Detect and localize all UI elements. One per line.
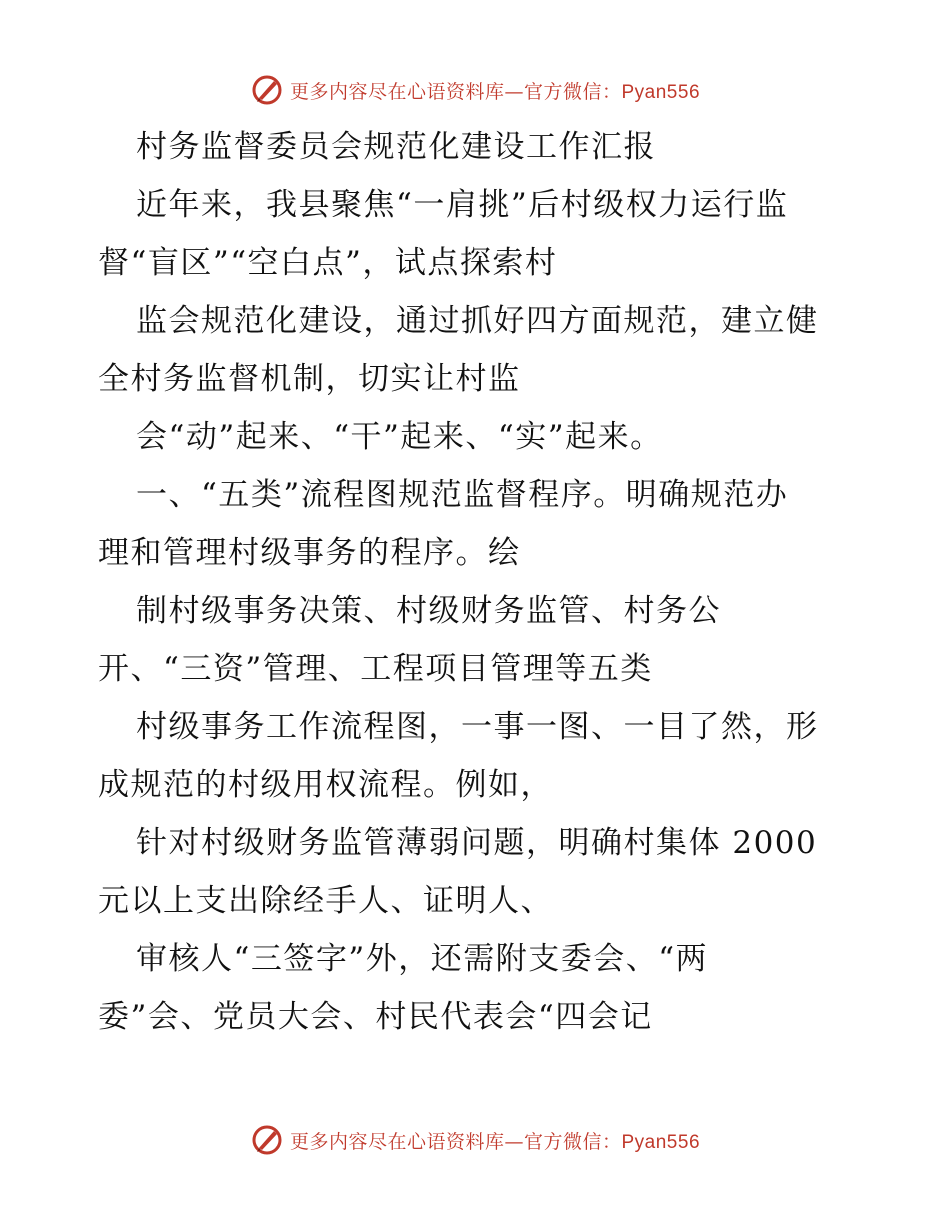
text-line: 监会规范化建设，通过抓好四方面规范，建立健 <box>136 303 819 339</box>
text-line: 村级事务工作流程图，一事一图、一目了然，形 <box>136 709 819 745</box>
banner-text <box>290 1127 700 1154</box>
banner-wechat-id: Pyan556 <box>621 1131 701 1153</box>
section-heading-line: 一、“五类”流程图规范监督程序。明确规范办 <box>136 477 789 513</box>
pen-logo-icon <box>250 1123 284 1157</box>
text-line: 开、“三资”管理、工程项目管理等五类 <box>98 651 653 687</box>
text-line: 近年来，我县聚焦“一肩挑”后村级权力运行监 <box>136 187 789 223</box>
text-line: 会“动”起来、“干”起来、“实”起来。 <box>136 419 663 455</box>
text-line: 针对村级财务监管薄弱问题，明确村集体 2000 <box>136 825 818 861</box>
header-banner-content <box>250 73 700 107</box>
footer-banner <box>0 1120 950 1160</box>
pen-logo-icon <box>250 73 284 107</box>
banner-separator: — <box>504 80 524 103</box>
banner-text <box>290 77 700 104</box>
banner-wechat-label: 官方微信： <box>523 1130 622 1153</box>
text-line: 审核人“三签字”外，还需附支委会、“两 <box>136 941 709 977</box>
text-line: 督“盲区”“空白点”，试点探索村 <box>98 245 558 281</box>
header-banner <box>0 70 950 110</box>
document-body <box>98 118 858 1046</box>
text-line: 成规范的村级用权流程。例如， <box>98 767 553 803</box>
banner-separator: — <box>504 1130 524 1153</box>
document-title: 村务监督委员会规范化建设工作汇报 <box>136 129 656 165</box>
text-line: 委”会、党员大会、村民代表会“四会记 <box>98 999 653 1035</box>
banner-site-name: 更多内容尽在心语资料库 <box>289 80 505 103</box>
text-line: 制村级事务决策、村级财务监管、村务公 <box>136 593 721 629</box>
footer-banner-content <box>250 1123 700 1157</box>
banner-wechat-id: Pyan556 <box>621 81 701 103</box>
text-line: 理和管理村级事务的程序。绘 <box>98 535 521 571</box>
text-line: 元以上支出除经手人、证明人、 <box>98 883 553 919</box>
banner-wechat-label: 官方微信： <box>523 80 622 103</box>
text-line: 全村务监督机制，切实让村监 <box>98 361 521 397</box>
banner-site-name: 更多内容尽在心语资料库 <box>289 1130 505 1153</box>
